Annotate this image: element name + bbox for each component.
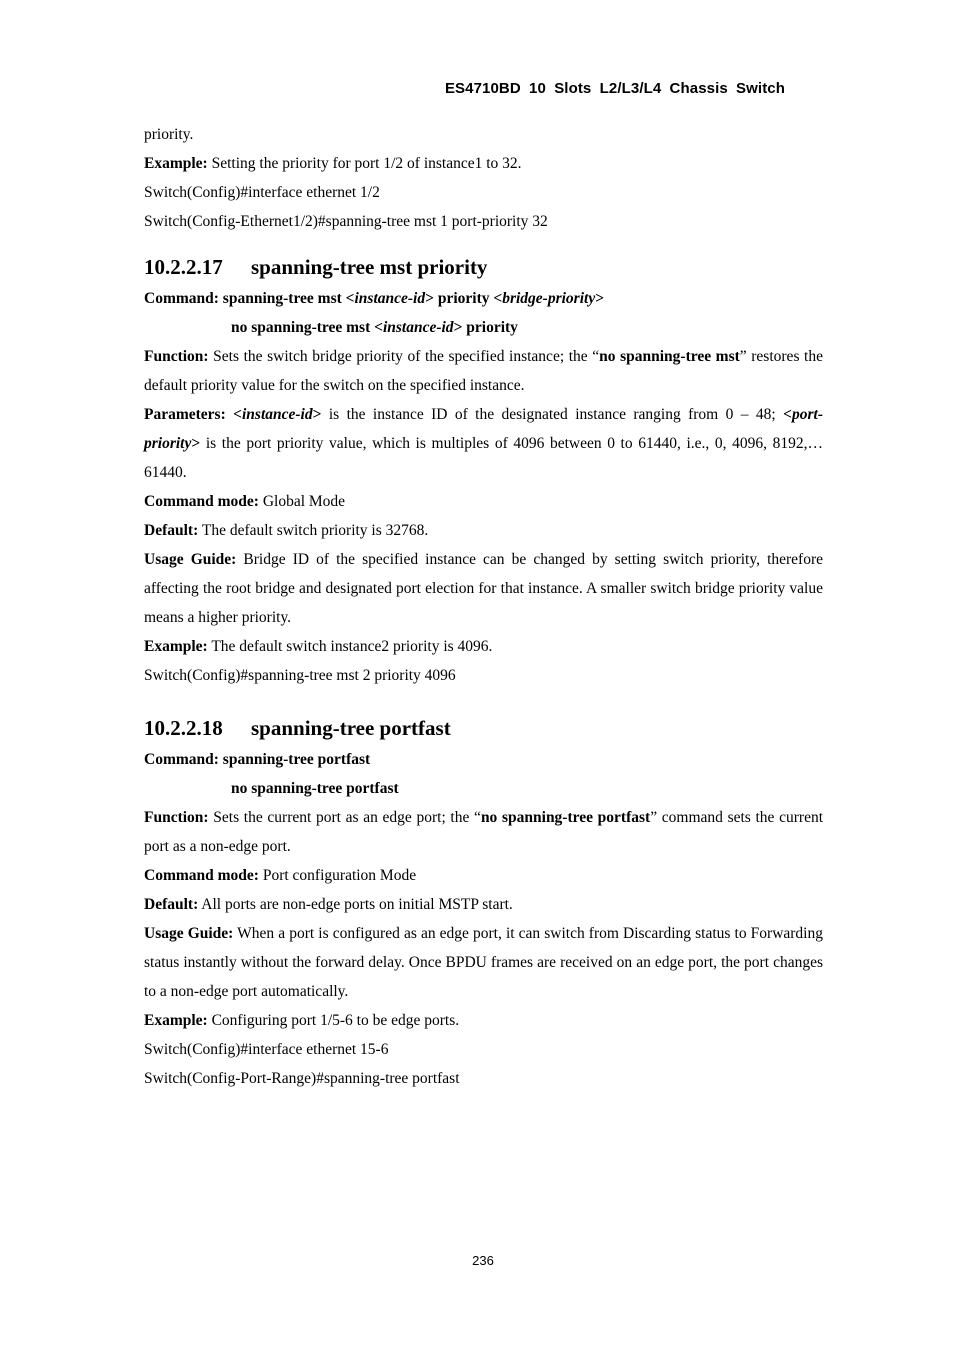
function-paragraph: Function: Sets the switch bridge priority of the specified instance; the “no spanning-tree mst” restores the default priority value for the switch on the specified instance. bbox=[144, 348, 823, 394]
function-label: Function: bbox=[144, 809, 209, 826]
page-number: 236 bbox=[472, 1253, 494, 1268]
section-title: spanning-tree portfast bbox=[251, 716, 451, 740]
command-mode-paragraph: Command mode: Port configuration Mode bbox=[144, 867, 417, 884]
command-syntax: Command: spanning-tree portfast bbox=[144, 751, 371, 768]
command-label: Command: bbox=[144, 290, 219, 307]
running-header: ES4710BD 10 Slots L2/L3/L4 Chassis Switch bbox=[444, 80, 785, 97]
syntax-param: instance-id bbox=[382, 319, 454, 336]
example-command-line: Switch(Config)#interface ethernet 1/2 bbox=[144, 184, 380, 201]
section-heading-17 bbox=[144, 253, 823, 282]
default-label: Default: bbox=[144, 896, 199, 913]
default-paragraph: Default: The default switch priority is 32768. bbox=[144, 522, 429, 539]
example-label: Example: bbox=[144, 155, 208, 172]
command-mode-label: Command mode: bbox=[144, 493, 259, 510]
section-number: 10.2.2.18 bbox=[144, 716, 223, 740]
no-command-syntax: no spanning-tree mst <instance-id> priority bbox=[231, 319, 518, 336]
page-body bbox=[144, 120, 823, 1093]
command-mode-paragraph: Command mode: Global Mode bbox=[144, 493, 346, 510]
parameters-label: Parameters: bbox=[144, 406, 226, 423]
syntax-param: bridge-priority bbox=[502, 290, 596, 307]
no-command-syntax: no spanning-tree portfast bbox=[231, 780, 399, 797]
usage-guide-label: Usage Guide: bbox=[144, 551, 237, 568]
default-paragraph: Default: All ports are non-edge ports on initial MSTP start. bbox=[144, 896, 513, 913]
example-command-line: Switch(Config)#interface ethernet 15-6 bbox=[144, 1041, 389, 1058]
command-syntax: Command: spanning-tree mst <instance-id> priority <bridge-priority> bbox=[144, 290, 605, 307]
example-command-line: Switch(Config)#spanning-tree mst 2 priority 4096 bbox=[144, 667, 456, 684]
example-command-line: Switch(Config-Port-Range)#spanning-tree portfast bbox=[144, 1070, 460, 1087]
section-title: spanning-tree mst priority bbox=[251, 255, 488, 279]
function-label: Function: bbox=[144, 348, 209, 365]
command-label: Command: bbox=[144, 751, 219, 768]
syntax-param: instance-id bbox=[354, 290, 426, 307]
example-label: Example: bbox=[144, 638, 208, 655]
command-mode-label: Command mode: bbox=[144, 867, 259, 884]
default-label: Default: bbox=[144, 522, 199, 539]
example-paragraph bbox=[144, 149, 823, 178]
example-label: Example: bbox=[144, 1012, 208, 1029]
usage-guide-paragraph: Usage Guide: When a port is configured as an edge port, it can switch from Discarding status to Forwarding status instantly without the forward delay. Once BPDU frames are received on an edge port, the port changes to a non-edge port automatically. bbox=[144, 925, 823, 1000]
example-paragraph: Example: The default switch instance2 priority is 4096. bbox=[144, 638, 493, 655]
section-heading-18 bbox=[144, 714, 823, 743]
example-command-line: Switch(Config-Ethernet1/2)#spanning-tree mst 1 port-priority 32 bbox=[144, 213, 548, 230]
section-number: 10.2.2.17 bbox=[144, 255, 223, 279]
continuation-text: priority. bbox=[144, 126, 194, 143]
example-text: Setting the priority for port 1/2 of instance1 to 32. bbox=[207, 155, 522, 172]
parameters-paragraph: Parameters: <instance-id> is the instance ID of the designated instance ranging from 0 – 48; <port-priority> is the port priority value, which is multiples of 4096 between 0 to 61440, i.e., 0, 4096, 8192,… 61440. bbox=[144, 406, 823, 481]
usage-guide-label: Usage Guide: bbox=[144, 925, 234, 942]
function-paragraph: Function: Sets the current port as an edge port; the “no spanning-tree portfast” command sets the current port as a non-edge port. bbox=[144, 809, 824, 855]
usage-guide-paragraph: Usage Guide: Bridge ID of the specified instance can be changed by setting switch priority, therefore affecting the root bridge and designated port election for that instance. A smaller switch bridge priority value means a higher priority. bbox=[144, 551, 823, 626]
example-paragraph: Example: Configuring port 1/5-6 to be edge ports. bbox=[144, 1012, 460, 1029]
